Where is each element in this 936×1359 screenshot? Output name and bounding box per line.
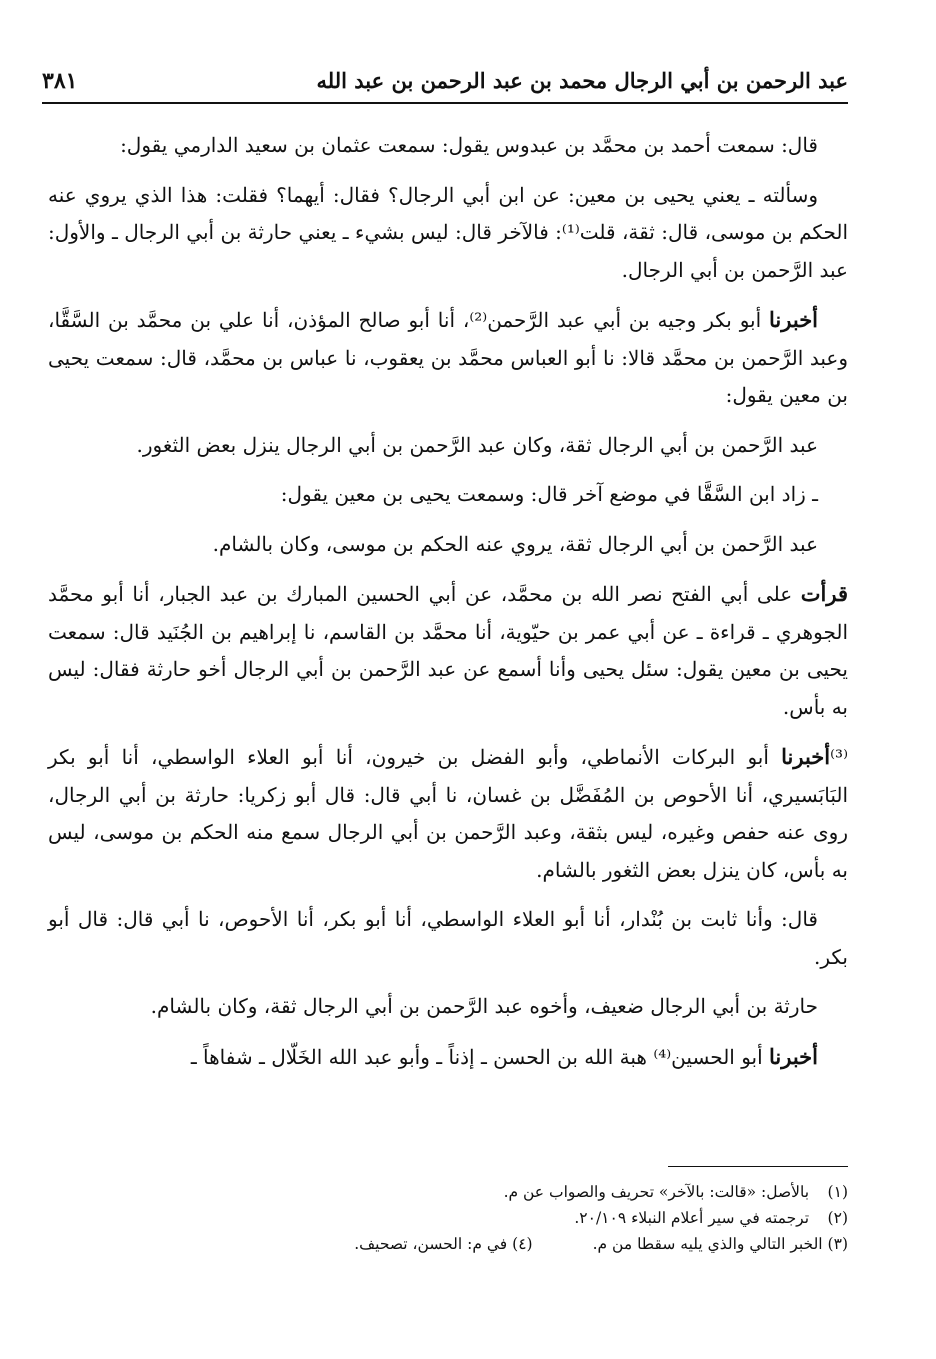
footnote-1 [48, 1179, 848, 1205]
page-number: ٣٨١ [42, 68, 78, 94]
paragraph-text: أبو الحسين⁽⁴⁾ هبة الله بن الحسن ـ إذناً ـ وأبو عبد الله الخَلّال ـ شفاهاً ـ [190, 1044, 770, 1069]
footnote-number: (٤) [512, 1235, 533, 1253]
footnote-divider [668, 1166, 848, 1167]
footnote-row [48, 1231, 848, 1257]
footnote-number: (١) [827, 1183, 848, 1201]
paragraph: عبد الرَّحمن بن أبي الرجال ثقة، يروي عنه الحكم بن موسى، وكان بالشام. [212, 531, 818, 556]
paragraph-text: أبو البركات الأنماطي، وأبو الفضل بن خيرون، أنا أبو العلاء الواسطي، أنا أبو بكر البَابَسيري، أنا الأحوص بن المُفَضَّل بن غسان، نا أبي قال: قال أبو زكريا: حارثة بن أبي الرجال، روى عنه حفص وغيره، ليس بثقة، وعبد الرَّحمن بن أبي الرجال سمع منه الحكم بن موسى، ليس به بأس، كان ينزل بعض الثغور بالشام. [48, 745, 848, 882]
footnote-4 [354, 1231, 532, 1257]
footnotes [48, 1166, 848, 1257]
paragraph-text: أبو بكر وجيه بن أبي عبد الرَّحمن⁽²⁾، أنا أبو صالح المؤذن، أنا علي بن محمَّد بن السَّقَّا، وعبد الرَّحمن بن محمَّد قالا: نا أبو العباس محمَّد بن يعقوب، نا عباس بن محمَّد، قال: سمعت يحيى بن معين يقول: [48, 308, 848, 407]
paragraph-text: على أبي الفتح نصر الله بن محمَّد، عن أبي الحسين المبارك بن عبد الجبار، أنا أبو محمَّد الجوهري ـ قراءة ـ عن أبي عمر بن حيّوية، أنا محمَّد بن القاسم، نا إبراهيم بن الجُنَيد قال: سمعت يحيى بن معين يقول: سئل يحيى وأنا أسمع عن عبد الرَّحمن بن أبي الرجال أخو حارثة فقال: ليس به بأس. [48, 582, 848, 719]
paragraph [48, 738, 848, 889]
footnote-3 [593, 1231, 848, 1257]
footnote-text: الخبر التالي والذي يليه سقطا من م. [592, 1235, 823, 1253]
footnote-text: ترجمته في سير أعلام النبلاء ٢٠/١٠٩. [574, 1209, 810, 1227]
paragraph-lead-word: أخبرنا [781, 744, 831, 769]
paragraph-lead-word: أخبرنا [769, 307, 819, 332]
paragraph [48, 575, 848, 726]
footnote-2 [48, 1205, 848, 1231]
paragraph: وسألته ـ يعني يحيى بن معين: عن ابن أبي الرجال؟ فقال: أيهما؟ فقلت: هذا الذي يروي عنه الحكم بن موسى، قال: ثقة، قلت⁽¹⁾: فالآخر قال: ليس بشيء ـ يعني حارثة بن أبي الرجال ـ والأول: عبد الرَّحمن بن أبي الرجال. [48, 182, 848, 282]
paragraph-lead-word: قرأت [800, 581, 848, 606]
main-text [48, 127, 848, 1088]
footnote-number: (٢) [827, 1209, 848, 1227]
paragraph: حارثة بن أبي الرجال ضعيف، وأخوه عبد الرَّحمن بن أبي الرجال ثقة، وكان بالشام. [150, 994, 818, 1018]
paragraph: عبد الرَّحمن بن أبي الرجال ثقة، وكان عبد الرَّحمن بن أبي الرجال ينزل بعض الثغور. [136, 432, 818, 457]
footnote-text: في م: الحسن، تصحيف. [354, 1235, 508, 1253]
paragraph [48, 301, 848, 415]
footnote-text: بالأصل: «قالت: بالآخر» تحريف والصواب عن م. [503, 1183, 810, 1201]
paragraph: قال: وأنا ثابت بن بُنْدار، أنا أبو العلاء الواسطي، أنا أبو بكر، أنا الأحوص، نا أبي قال: قال أبو بكر. [48, 907, 848, 969]
footnote-number: (٣) [827, 1235, 848, 1253]
paragraph [48, 1038, 848, 1077]
running-header [42, 58, 848, 104]
paragraph: ـ زاد ابن السَّقَّا في موضع آخر قال: وسمعت يحيى بن معين يقول: [280, 482, 818, 506]
paragraph-lead-word: أخبرنا [769, 1043, 818, 1069]
header-title: عبد الرحمن بن أبي الرجال محمد بن عبد الرحمن بن عبد الله [316, 68, 848, 93]
paragraph: قال: سمعت أحمد بن محمَّد بن عبدوس يقول: سمعت عثمان بن سعيد الدارمي يقول: [120, 133, 818, 157]
footnote-marker: ⁽³⁾ [830, 745, 848, 769]
